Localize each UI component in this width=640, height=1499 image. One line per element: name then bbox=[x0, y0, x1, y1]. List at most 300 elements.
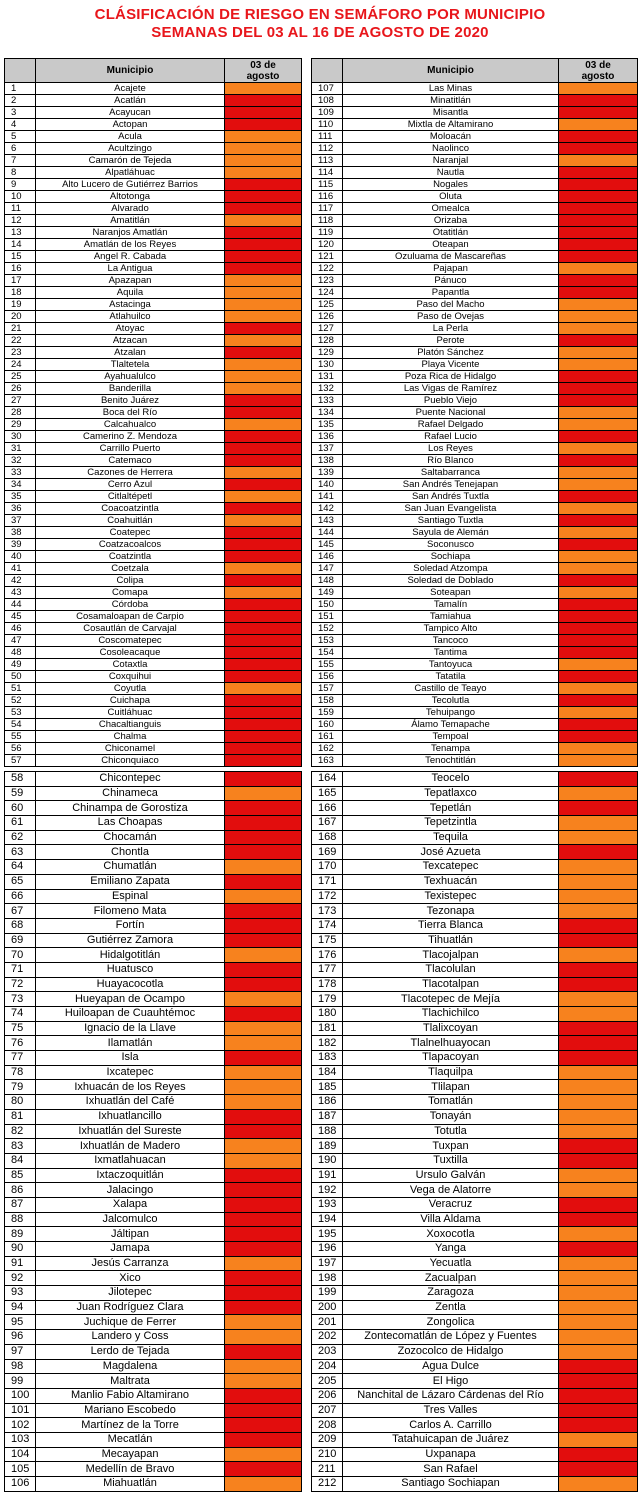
table-row bbox=[5, 992, 302, 1007]
municipio-name: Mecayapan bbox=[36, 1447, 225, 1462]
table-row bbox=[5, 719, 302, 731]
risk-cell-red bbox=[225, 443, 302, 455]
risk-cell-red bbox=[225, 263, 302, 275]
table-row bbox=[312, 918, 638, 933]
risk-cell-orange bbox=[559, 1183, 638, 1198]
municipio-name: Cosautlán de Carvajal bbox=[36, 623, 225, 635]
municipio-name: Tihuatlán bbox=[343, 933, 559, 948]
row-number: 59 bbox=[5, 786, 36, 801]
table-row bbox=[312, 1212, 638, 1227]
row-number: 155 bbox=[312, 659, 343, 671]
row-number: 31 bbox=[5, 443, 36, 455]
table-row bbox=[312, 1477, 638, 1492]
municipio-name: Atzalan bbox=[36, 347, 225, 359]
risk-cell-red bbox=[225, 455, 302, 467]
table-row bbox=[5, 551, 302, 563]
municipio-name: Medellín de Bravo bbox=[36, 1462, 225, 1477]
risk-cell-red bbox=[559, 455, 638, 467]
risk-cell-red bbox=[225, 539, 302, 551]
row-number: 135 bbox=[312, 419, 343, 431]
table-row bbox=[5, 407, 302, 419]
table-row bbox=[312, 431, 638, 443]
table-row bbox=[312, 623, 638, 635]
row-number: 108 bbox=[312, 95, 343, 107]
table-row bbox=[5, 215, 302, 227]
row-number: 15 bbox=[5, 251, 36, 263]
row-number: 87 bbox=[5, 1197, 36, 1212]
municipio-name: Río Blanco bbox=[343, 455, 559, 467]
table-row bbox=[5, 635, 302, 647]
table-row bbox=[5, 772, 302, 787]
row-number: 67 bbox=[5, 904, 36, 919]
municipio-name: José Azueta bbox=[343, 845, 559, 860]
row-number: 23 bbox=[5, 347, 36, 359]
table-row bbox=[312, 1271, 638, 1286]
row-number: 146 bbox=[312, 551, 343, 563]
risk-cell-orange bbox=[559, 563, 638, 575]
table-row bbox=[312, 1462, 638, 1477]
municipio-name: Tlacojalpan bbox=[343, 948, 559, 963]
table-row bbox=[312, 539, 638, 551]
row-number: 47 bbox=[5, 635, 36, 647]
table-row bbox=[5, 1447, 302, 1462]
risk-cell-red bbox=[559, 95, 638, 107]
municipio-name: La Antigua bbox=[36, 263, 225, 275]
table-row bbox=[312, 801, 638, 816]
table-row bbox=[5, 647, 302, 659]
row-number: 211 bbox=[312, 1462, 343, 1477]
header-week: 03 de agosto bbox=[559, 59, 638, 83]
municipio-name: Playa Vicente bbox=[343, 359, 559, 371]
municipio-name: La Perla bbox=[343, 323, 559, 335]
risk-cell-red bbox=[225, 731, 302, 743]
row-number: 149 bbox=[312, 587, 343, 599]
table-row bbox=[312, 143, 638, 155]
table-row bbox=[312, 1065, 638, 1080]
municipio-name: Tempoal bbox=[343, 731, 559, 743]
municipio-name: Chalma bbox=[36, 731, 225, 743]
municipio-name: Ayahualulco bbox=[36, 371, 225, 383]
municipio-name: Alto Lucero de Gutiérrez Barrios bbox=[36, 179, 225, 191]
municipio-name: Álamo Temapache bbox=[343, 719, 559, 731]
row-number: 178 bbox=[312, 977, 343, 992]
municipio-name: Ursulo Galván bbox=[343, 1168, 559, 1183]
row-number: 125 bbox=[312, 299, 343, 311]
table-row bbox=[5, 1139, 302, 1154]
risk-table-right-bottom bbox=[311, 771, 638, 1492]
risk-cell-orange bbox=[559, 1095, 638, 1110]
table-row bbox=[312, 1330, 638, 1345]
table-row bbox=[312, 455, 638, 467]
table-row bbox=[5, 311, 302, 323]
municipio-name: Apazapan bbox=[36, 275, 225, 287]
municipio-name: Texhuacán bbox=[343, 874, 559, 889]
row-number: 86 bbox=[5, 1183, 36, 1198]
row-number: 201 bbox=[312, 1315, 343, 1330]
risk-cell-orange bbox=[559, 683, 638, 695]
table-row bbox=[312, 1197, 638, 1212]
table-row bbox=[312, 467, 638, 479]
risk-cell-orange bbox=[559, 359, 638, 371]
municipio-name: Naranjos Amatlán bbox=[36, 227, 225, 239]
municipio-name: Naolinco bbox=[343, 143, 559, 155]
table-row bbox=[312, 1109, 638, 1124]
municipio-name: Landero y Coss bbox=[36, 1330, 225, 1345]
risk-cell-orange bbox=[225, 491, 302, 503]
row-number: 52 bbox=[5, 695, 36, 707]
risk-cell-red bbox=[225, 647, 302, 659]
table-row bbox=[312, 786, 638, 801]
table-row bbox=[312, 1374, 638, 1389]
table-row bbox=[312, 359, 638, 371]
row-number: 38 bbox=[5, 527, 36, 539]
row-number: 195 bbox=[312, 1227, 343, 1242]
row-number: 50 bbox=[5, 671, 36, 683]
table-row bbox=[5, 467, 302, 479]
risk-cell-red bbox=[559, 1212, 638, 1227]
row-number: 183 bbox=[312, 1051, 343, 1066]
row-number: 21 bbox=[5, 323, 36, 335]
table-row bbox=[5, 479, 302, 491]
row-number: 196 bbox=[312, 1242, 343, 1257]
table-row bbox=[312, 1168, 638, 1183]
risk-cell-red bbox=[225, 191, 302, 203]
row-number: 132 bbox=[312, 383, 343, 395]
municipio-name: Tatahuicapan de Juárez bbox=[343, 1432, 559, 1447]
row-number: 64 bbox=[5, 860, 36, 875]
row-number: 91 bbox=[5, 1256, 36, 1271]
risk-cell-red bbox=[559, 1139, 638, 1154]
risk-cell-orange bbox=[559, 83, 638, 95]
table-row bbox=[5, 1388, 302, 1403]
row-number: 210 bbox=[312, 1447, 343, 1462]
municipio-name: Teocelo bbox=[343, 772, 559, 787]
table-row bbox=[5, 1418, 302, 1433]
risk-cell-red bbox=[559, 1359, 638, 1374]
municipio-name: Altotonga bbox=[36, 191, 225, 203]
row-number: 167 bbox=[312, 816, 343, 831]
municipio-name: Cotaxtla bbox=[36, 659, 225, 671]
row-number: 74 bbox=[5, 1007, 36, 1022]
table-row bbox=[5, 275, 302, 287]
risk-cell-red bbox=[559, 671, 638, 683]
municipio-name: Alpatláhuac bbox=[36, 167, 225, 179]
row-number: 51 bbox=[5, 683, 36, 695]
municipio-name: Oluta bbox=[343, 191, 559, 203]
risk-cell-red bbox=[225, 933, 302, 948]
table-row bbox=[5, 503, 302, 515]
row-number: 165 bbox=[312, 786, 343, 801]
municipio-name: Calcahualco bbox=[36, 419, 225, 431]
table-row bbox=[5, 786, 302, 801]
risk-cell-red bbox=[225, 904, 302, 919]
row-number: 133 bbox=[312, 395, 343, 407]
row-number: 82 bbox=[5, 1124, 36, 1139]
row-number: 35 bbox=[5, 491, 36, 503]
risk-cell-red bbox=[225, 395, 302, 407]
risk-cell-red bbox=[559, 962, 638, 977]
municipio-name: Juchique de Ferrer bbox=[36, 1315, 225, 1330]
table-row bbox=[5, 455, 302, 467]
municipio-name: Martínez de la Torre bbox=[36, 1418, 225, 1433]
row-number: 40 bbox=[5, 551, 36, 563]
table-row bbox=[5, 359, 302, 371]
table-row bbox=[312, 1359, 638, 1374]
row-number: 60 bbox=[5, 801, 36, 816]
row-number: 49 bbox=[5, 659, 36, 671]
row-number: 33 bbox=[5, 467, 36, 479]
risk-cell-orange bbox=[225, 1477, 302, 1492]
row-number: 61 bbox=[5, 816, 36, 831]
row-number: 46 bbox=[5, 623, 36, 635]
row-number: 140 bbox=[312, 479, 343, 491]
row-number: 56 bbox=[5, 743, 36, 755]
municipio-name: Catemaco bbox=[36, 455, 225, 467]
risk-cell-orange bbox=[225, 1256, 302, 1271]
row-number: 204 bbox=[312, 1359, 343, 1374]
table-row bbox=[5, 1432, 302, 1447]
risk-cell-red bbox=[559, 383, 638, 395]
municipio-name: Magdalena bbox=[36, 1359, 225, 1374]
table-row bbox=[5, 383, 302, 395]
row-number: 160 bbox=[312, 719, 343, 731]
risk-cell-orange bbox=[225, 889, 302, 904]
row-number: 163 bbox=[312, 755, 343, 767]
municipio-name: Banderilla bbox=[36, 383, 225, 395]
row-number: 205 bbox=[312, 1374, 343, 1389]
row-number: 107 bbox=[312, 83, 343, 95]
risk-cell-orange bbox=[559, 1080, 638, 1095]
risk-cell-orange bbox=[559, 1124, 638, 1139]
municipio-name: Jáltipan bbox=[36, 1227, 225, 1242]
table-row bbox=[5, 1197, 302, 1212]
risk-cell-red bbox=[559, 275, 638, 287]
row-number: 85 bbox=[5, 1168, 36, 1183]
risk-cell-red bbox=[225, 1418, 302, 1433]
table-row bbox=[312, 659, 638, 671]
risk-cell-red bbox=[559, 1388, 638, 1403]
municipio-name: Tenochtitlán bbox=[343, 755, 559, 767]
risk-cell-red bbox=[559, 1418, 638, 1433]
risk-cell-red bbox=[559, 131, 638, 143]
municipio-name: Ixhuatlancillo bbox=[36, 1109, 225, 1124]
risk-cell-red bbox=[225, 1051, 302, 1066]
row-number: 98 bbox=[5, 1359, 36, 1374]
table-row bbox=[5, 1374, 302, 1389]
row-number: 76 bbox=[5, 1036, 36, 1051]
municipio-name: Amatlán de los Reyes bbox=[36, 239, 225, 251]
row-number: 28 bbox=[5, 407, 36, 419]
risk-cell-orange bbox=[225, 311, 302, 323]
table-row bbox=[312, 816, 638, 831]
risk-cell-red bbox=[225, 830, 302, 845]
municipio-name: Manlio Fabio Altamirano bbox=[36, 1388, 225, 1403]
risk-cell-red bbox=[559, 845, 638, 860]
municipio-name: Hueyapan de Ocampo bbox=[36, 992, 225, 1007]
table-row bbox=[5, 287, 302, 299]
risk-cell-red bbox=[225, 611, 302, 623]
risk-cell-red bbox=[559, 203, 638, 215]
row-number: 147 bbox=[312, 563, 343, 575]
risk-cell-red bbox=[559, 1051, 638, 1066]
risk-cell-orange bbox=[559, 992, 638, 1007]
municipio-name: Cazones de Herrera bbox=[36, 467, 225, 479]
row-number: 179 bbox=[312, 992, 343, 1007]
municipio-name: El Higo bbox=[343, 1374, 559, 1389]
table-row bbox=[312, 479, 638, 491]
table-row bbox=[5, 845, 302, 860]
risk-cell-orange bbox=[559, 1344, 638, 1359]
row-number: 39 bbox=[5, 539, 36, 551]
risk-cell-red bbox=[559, 167, 638, 179]
risk-cell-red bbox=[225, 816, 302, 831]
municipio-name: Rafael Delgado bbox=[343, 419, 559, 431]
table-row bbox=[312, 275, 638, 287]
municipio-name: Ilamatlán bbox=[36, 1036, 225, 1051]
row-number: 102 bbox=[5, 1418, 36, 1433]
municipio-name: Tuxpan bbox=[343, 1139, 559, 1154]
row-number: 20 bbox=[5, 311, 36, 323]
risk-cell-red bbox=[225, 599, 302, 611]
row-number: 97 bbox=[5, 1344, 36, 1359]
risk-cell-red bbox=[559, 575, 638, 587]
risk-cell-red bbox=[559, 395, 638, 407]
municipio-name: Tres Valles bbox=[343, 1403, 559, 1418]
row-number: 166 bbox=[312, 801, 343, 816]
row-number: 159 bbox=[312, 707, 343, 719]
table-row bbox=[5, 575, 302, 587]
municipio-name: Cosamaloapan de Carpio bbox=[36, 611, 225, 623]
municipio-name: Angel R. Cabada bbox=[36, 251, 225, 263]
row-number: 75 bbox=[5, 1021, 36, 1036]
risk-cell-red bbox=[559, 933, 638, 948]
table-row bbox=[312, 239, 638, 251]
risk-cell-orange bbox=[559, 830, 638, 845]
municipio-name: Coacoatzintla bbox=[36, 503, 225, 515]
row-number: 104 bbox=[5, 1447, 36, 1462]
municipio-name: Ixhuatlán del Sureste bbox=[36, 1124, 225, 1139]
row-number: 127 bbox=[312, 323, 343, 335]
risk-cell-red bbox=[225, 1183, 302, 1198]
row-number: 30 bbox=[5, 431, 36, 443]
table-row bbox=[312, 1315, 638, 1330]
risk-cell-orange bbox=[559, 1109, 638, 1124]
risk-cell-red bbox=[225, 707, 302, 719]
table-row bbox=[312, 904, 638, 919]
municipio-name: Aquila bbox=[36, 287, 225, 299]
municipio-name: Chiconquiaco bbox=[36, 755, 225, 767]
municipio-name: Tierra Blanca bbox=[343, 918, 559, 933]
row-number: 198 bbox=[312, 1271, 343, 1286]
municipio-name: Camerino Z. Mendoza bbox=[36, 431, 225, 443]
row-number: 119 bbox=[312, 227, 343, 239]
risk-cell-orange bbox=[559, 904, 638, 919]
risk-cell-orange bbox=[559, 1227, 638, 1242]
row-number: 141 bbox=[312, 491, 343, 503]
risk-cell-red bbox=[559, 1153, 638, 1168]
municipio-name: Omealca bbox=[343, 203, 559, 215]
risk-cell-red bbox=[225, 347, 302, 359]
risk-cell-orange bbox=[559, 707, 638, 719]
municipio-name: Tlaltetela bbox=[36, 359, 225, 371]
row-number: 73 bbox=[5, 992, 36, 1007]
municipio-name: Hidalgotitlán bbox=[36, 948, 225, 963]
municipio-name: Tomatlán bbox=[343, 1095, 559, 1110]
risk-cell-orange bbox=[559, 1256, 638, 1271]
row-number: 137 bbox=[312, 443, 343, 455]
municipio-name: Ixhuatlán del Café bbox=[36, 1095, 225, 1110]
municipio-name: Tezonapa bbox=[343, 904, 559, 919]
table-row bbox=[312, 874, 638, 889]
row-number: 139 bbox=[312, 467, 343, 479]
table-row bbox=[5, 167, 302, 179]
table-row bbox=[312, 1095, 638, 1110]
municipio-name: Zaragoza bbox=[343, 1286, 559, 1301]
table-row bbox=[5, 131, 302, 143]
municipio-name: Jalcomulco bbox=[36, 1212, 225, 1227]
row-number: 17 bbox=[5, 275, 36, 287]
municipio-name: Coxquihui bbox=[36, 671, 225, 683]
risk-cell-orange bbox=[225, 419, 302, 431]
row-number: 144 bbox=[312, 527, 343, 539]
risk-cell-red bbox=[225, 203, 302, 215]
table-row bbox=[5, 251, 302, 263]
municipio-name: Moloacán bbox=[343, 131, 559, 143]
risk-cell-red bbox=[225, 695, 302, 707]
risk-cell-orange bbox=[559, 786, 638, 801]
row-number: 66 bbox=[5, 889, 36, 904]
table-row bbox=[5, 1021, 302, 1036]
risk-cell-orange bbox=[225, 299, 302, 311]
row-number: 123 bbox=[312, 275, 343, 287]
municipio-name: Paso del Macho bbox=[343, 299, 559, 311]
row-number: 114 bbox=[312, 167, 343, 179]
table-row bbox=[312, 563, 638, 575]
table-row bbox=[5, 1051, 302, 1066]
row-number: 62 bbox=[5, 830, 36, 845]
risk-cell-red bbox=[225, 801, 302, 816]
municipio-name: Platón Sánchez bbox=[343, 347, 559, 359]
risk-cell-red bbox=[225, 503, 302, 515]
row-number: 109 bbox=[312, 107, 343, 119]
row-number: 189 bbox=[312, 1139, 343, 1154]
municipio-name: Uxpanapa bbox=[343, 1447, 559, 1462]
municipio-name: Tlacotalpan bbox=[343, 977, 559, 992]
row-number: 131 bbox=[312, 371, 343, 383]
row-number: 100 bbox=[5, 1388, 36, 1403]
risk-cell-orange bbox=[559, 587, 638, 599]
risk-cell-red bbox=[225, 1286, 302, 1301]
table-row bbox=[5, 671, 302, 683]
risk-cell-orange bbox=[559, 155, 638, 167]
row-number: 172 bbox=[312, 889, 343, 904]
table-row bbox=[5, 1124, 302, 1139]
page-title: CLÁSIFICACIÓN DE RIESGO EN SEMÁFORO POR MUNICIPIO bbox=[94, 6, 546, 23]
risk-cell-red bbox=[559, 239, 638, 251]
row-number: 106 bbox=[5, 1477, 36, 1492]
risk-cell-orange bbox=[225, 1139, 302, 1154]
municipio-name: Los Reyes bbox=[343, 443, 559, 455]
row-number: 116 bbox=[312, 191, 343, 203]
risk-cell-red bbox=[225, 431, 302, 443]
risk-cell-orange bbox=[559, 1330, 638, 1345]
municipio-name: Paso de Ovejas bbox=[343, 311, 559, 323]
table-row bbox=[5, 1242, 302, 1257]
table-row bbox=[5, 539, 302, 551]
table-row bbox=[312, 587, 638, 599]
row-number: 12 bbox=[5, 215, 36, 227]
risk-cell-red bbox=[225, 623, 302, 635]
